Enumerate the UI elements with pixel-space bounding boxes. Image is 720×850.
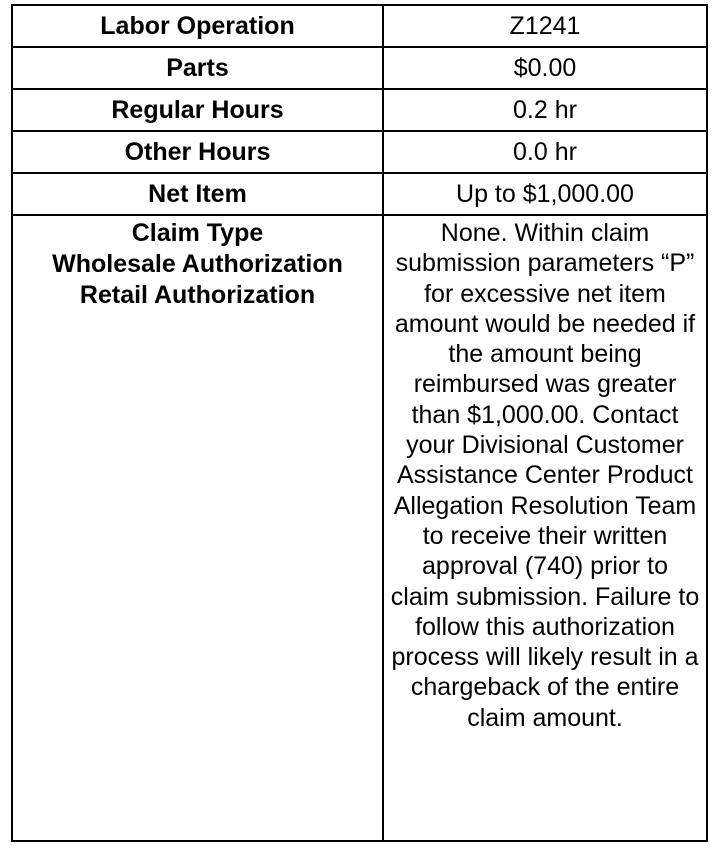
- row-value-parts: $0.00: [383, 47, 707, 89]
- row-label-labor-operation: Labor Operation: [12, 5, 383, 47]
- table-row: [12, 89, 707, 131]
- row-value-other-hours: 0.0 hr: [383, 131, 707, 173]
- row-label-net-item: Net Item: [12, 173, 383, 215]
- table-row: [12, 47, 707, 89]
- wholesale-authorization-label: Wholesale Authorization: [52, 250, 343, 278]
- table-row: [12, 5, 707, 47]
- row-value-labor-operation: Z1241: [383, 5, 707, 47]
- table-row: [12, 215, 707, 841]
- row-value-net-item: Up to $1,000.00: [383, 173, 707, 215]
- table-row: [12, 173, 707, 215]
- claim-type-label: Claim Type: [131, 219, 264, 247]
- table-row: [12, 131, 707, 173]
- row-label-other-hours: Other Hours: [12, 131, 383, 173]
- retail-authorization-label: Retail Authorization: [79, 281, 316, 309]
- row-label-claim-type: [12, 215, 383, 841]
- row-value-regular-hours: 0.2 hr: [383, 89, 707, 131]
- row-value-claim-authorization: None. Within claim submission parameters “P” for excessive net item amount would be needed if the amount being reimbursed was greater than $1,000.00. Contact your Divisional Customer Assistance Center Product Allegation Resolution Team to receive their written approval (740) prior to claim submission. Failure to follow this authorization process will likely result in a chargeback of the entire claim amount.: [383, 215, 707, 841]
- labor-operation-table: [11, 4, 708, 842]
- row-label-regular-hours: Regular Hours: [12, 89, 383, 131]
- row-label-parts: Parts: [12, 47, 383, 89]
